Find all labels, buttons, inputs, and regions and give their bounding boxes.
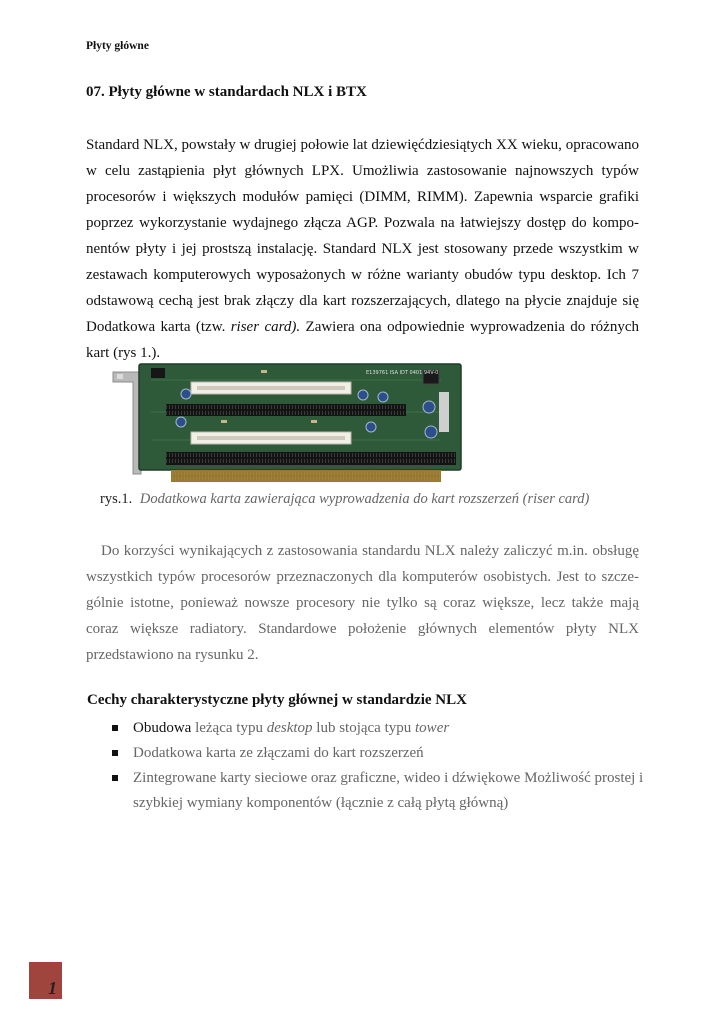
feature-1-keyword: Obudowa (133, 720, 192, 736)
list-item (112, 716, 652, 741)
section-title: 07. Płyty główne w standardach NLX i BTX (86, 84, 367, 100)
board-silkscreen-text: E139761 ISA IDT 0401 94V-0 (366, 370, 439, 376)
feature-1-tower: tower (415, 720, 450, 736)
intro-text-part3: Zawiera ona odpowiednie wyprowadzenia do różnych kart (rys 1.). (86, 319, 639, 361)
running-header: Płyty główne (86, 40, 149, 52)
feature-1-desktop: desktop (266, 720, 313, 736)
figure-caption (100, 491, 589, 508)
intro-text-italic: riser card). (230, 319, 301, 335)
figure-caption-number: rys.1. (100, 491, 133, 507)
features-heading: Cechy charakterystyczne płyty głównej w standardzie NLX (87, 692, 467, 708)
benefits-paragraph (86, 538, 639, 668)
bullet-square-icon (112, 775, 118, 781)
figure-caption-text: Dodatkowa karta zawierająca wyprowadzenia do kart rozszerzeń (riser card) (139, 491, 590, 507)
riser-card-photo (111, 362, 463, 484)
benefits-text: Do korzyści wynikających z zastosowania standardu NLX należy zaliczyć m.in. obsługę wszystkich typów procesorów przeznaczonych dla komputerów osobistych. Jest to szcze-gólnie istotne, ponieważ nowsze procesory nie tylko są coraz większe, lecz także mają coraz większe radiatory. Standardowe położenie głównych elementów płyty NLX przedstawiono na rysunku 2. (86, 543, 639, 663)
intro-text-part1: Standard NLX, powstały w drugiej połowie lat dziewięćdziesiątych XX wieku, opracowano w celu zastąpienia płyt głównych LPX. Umożliwia zastosowanie najnowszych typów procesorów i większych modułów pamięci (DIMM, RIMM). Zapewnia wsparcie grafiki poprzez wykorzystanie wydajnego złącza AGP. Pozwala na łatwiejszy dostęp do kompo-nentów płyty i jej prostszą instalację. Standard NLX jest stosowany przede wszystkim w zestawach komputerowych wyposażonych w różne warianty obudów typu desktop. Ich 7 odstawową cechą jest brak złączy dla kart rozszerzających, dlatego na płycie znajduje się Dodatkowa karta (tzw. (86, 137, 639, 335)
feature-3-text: Zintegrowane karty sieciowe oraz graficzne, wideo i dźwiękowe Możliwość prostej i szybkiej wymiany komponentów (łącznie z całą płytą główną) (133, 770, 644, 811)
feature-1-text-a: leżąca typu (191, 720, 267, 736)
bullet-square-icon (112, 750, 118, 756)
list-item (112, 741, 652, 766)
list-item (112, 766, 652, 816)
feature-1-text-b: lub stojąca typu (312, 720, 416, 736)
bullet-square-icon (112, 725, 118, 731)
features-list (112, 716, 652, 816)
riser-card-image (111, 362, 463, 484)
feature-2-text: Dodatkowa karta ze złączami do kart rozszerzeń (133, 745, 424, 761)
page-number: 1 (48, 978, 57, 998)
page-number-badge (29, 962, 62, 999)
intro-paragraph (86, 132, 639, 366)
